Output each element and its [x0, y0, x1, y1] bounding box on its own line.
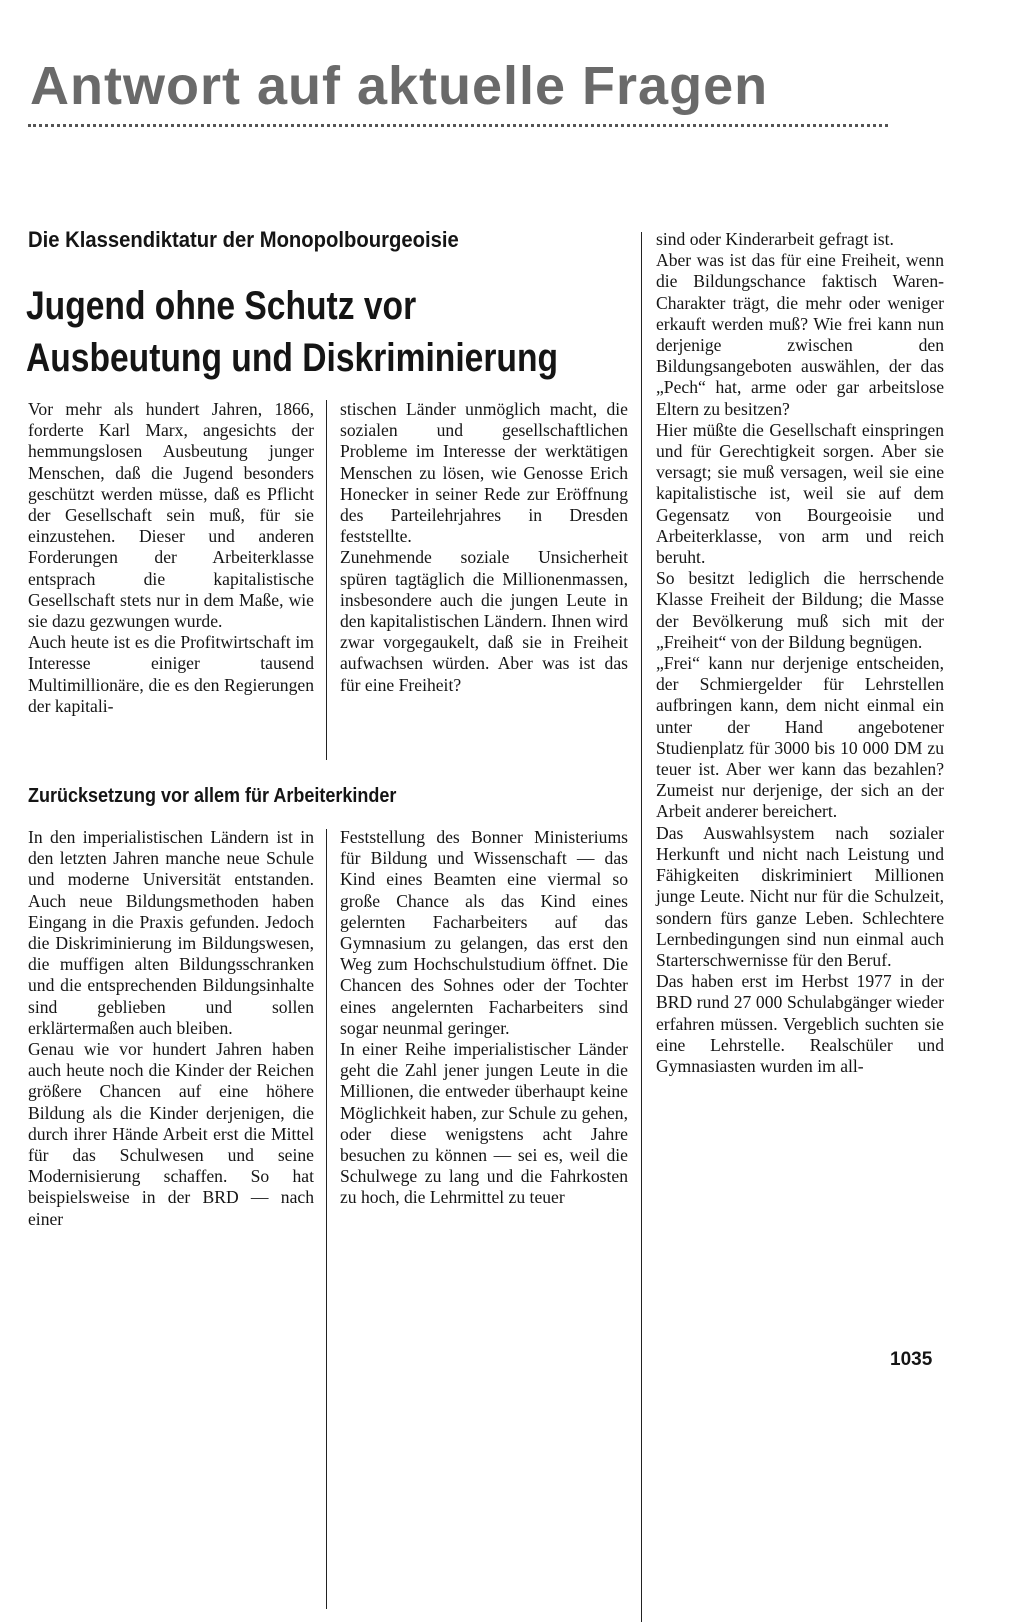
column-3: [656, 229, 944, 1077]
paragraph: Auch heute ist es die Profitwirtschaft im Interesse einiger tausend Multimillionäre, die es den Regierungen der kapitali-: [28, 632, 314, 716]
column-1-top: [28, 399, 314, 717]
paragraph: Vor mehr als hundert Jahren, 1866, forderte Karl Marx, angesichts der hemmungslosen Ausbeutung junger Menschen, daß die Jugend besonders geschützt werden müsse, daß es Pflicht der Gesellschaft sein muß, für sie einzustehen. Dieser und anderen Forderungen der Arbeiterklasse entsprach die kapitalistische Gesellschaft stets nur in dem Maße, wie sie dazu gezwungen wurde.: [28, 399, 314, 632]
paragraph: In einer Reihe imperialistischer Länder geht die Zahl jener jungen Leute in die Millionen, die entweder überhaupt keine Möglichkeit haben, zur Schule zu gehen, oder diese wenigstens acht Jahre besuchen zu können — sei es, weil die Schulwege zu lang und die Fahrkosten zu hoch, die Lehrmittel zu teuer: [340, 1039, 628, 1208]
paragraph: sind oder Kinderarbeit gefragt ist.: [656, 229, 894, 249]
paragraph: So besitzt lediglich die herrschende Klasse Freiheit der Bildung; die Masse der Bevölkerung muß sich mit der „Freiheit“ von der Bildung begnügen.: [656, 568, 944, 652]
headline-line-2: Ausbeutung und Diskriminierung: [26, 336, 559, 380]
page-number: 1035: [890, 1349, 933, 1370]
paragraph: Hier müßte die Gesellschaft einspringen und für Gerechtigkeit sorgen. Aber sie versagt; sie muß versagen, weil sie eine kapitalistische ist, weil sie auf dem Gegensatz von Bourgeoisie und Arbeiterklasse, von arm und reich beruht.: [656, 419, 944, 568]
column-divider: [641, 232, 642, 1622]
paragraph: In den imperialistischen Ländern ist in den letzten Jahren manche neue Schule und moderne Universität entstanden. Auch neue Bildungsmethoden haben Eingang in die Praxis gefunden. Jedoch die Diskriminierung im Bildungswesen, die muffigen alten Bildungsschranken und die entsprechenden Bildungsinhalte sind geblieben und sollen erklärtermaßen auch bleiben.: [28, 827, 314, 1038]
column-1-bottom: [28, 827, 314, 1230]
paragraph: Das haben erst im Herbst 1977 in der BRD rund 27 000 Schulabgänger wieder erfahren müssen. Vergeblich suchten sie eine Lehrstelle. Realschüler und Gymnasiasten wurden im all-: [656, 971, 944, 1076]
article-kicker: Die Klassendiktatur der Monopolbourgeoisie: [28, 227, 459, 252]
paragraph: Aber was ist das für eine Freiheit, wenn die Bildungschance faktisch Waren-Charakter trägt, die mehr oder weniger erkauft werden muß? Wie frei kann nun derjenige zwischen den Bildungsangeboten auswählen, der das „Pech“ hat, arme oder gar arbeitslose Eltern zu besitzen?: [656, 250, 944, 419]
paragraph: „Frei“ kann nur derjenige entscheiden, der Schmiergelder für Lehrstellen aufbringen kann, dem nicht einmal ein unter der Hand angebotener Studienplatz für 3000 bis 10 000 DM zu teuer ist. Aber wer kann das bezahlen? Zumeist nur derjenige, der sich an der Arbeit anderer bereichert.: [656, 653, 944, 822]
column-2-bottom: [340, 827, 628, 1209]
column-divider: [326, 829, 327, 1609]
paragraph: Zunehmende soziale Unsicherheit spüren tagtäglich die Millionenmassen, insbesondere auch die jungen Leute in den kapitalistischen Ländern. Ihnen wird zwar vorgegaukelt, daß sie in Freiheit aufwachsen würden. Aber was ist das für eine Freiheit?: [340, 547, 628, 695]
paragraph: stischen Länder unmöglich macht, die sozialen und gesellschaftlichen Probleme im Interesse der werktätigen Menschen zu lösen, wie Genosse Erich Honecker in seiner Rede zur Eröffnung des Parteilehrjahres in Dresden feststellte.: [340, 399, 628, 547]
column-2-top: [340, 399, 628, 696]
paragraph: Feststellung des Bonner Ministeriums für Bildung und Wissenschaft — das Kind eines Beamten eine viermal so große Chance als das Kind eines gelernten Facharbeiters auf das Gymnasium zu gelangen, das erst den Weg zum Hochschulstudium öffnet. Die Chancen des Sohnes oder der Tochter eines angelernten Facharbeiters sind sogar neunmal geringer.: [340, 827, 628, 1038]
section-rubric: Antwort auf aktuelle Fragen: [30, 56, 769, 116]
rubric-underline: [28, 124, 888, 127]
paragraph: Das Auswahlsystem nach sozialer Herkunft und nicht nach Leistung und Fähigkeiten diskriminiert Millionen junge Leute. Nicht nur für die Schulzeit, sondern fürs ganze Leben. Schlechtere Lernbedingungen sind nun einmal auch Starterschwernisse für den Beruf.: [656, 822, 944, 970]
section-subheading: Zurücksetzung vor allem für Arbeiterkinder: [28, 785, 397, 807]
column-divider: [326, 400, 327, 760]
paragraph: Genau wie vor hundert Jahren haben auch heute noch die Kinder der Reichen größere Chancen auf eine höhere Bildung als die Kinder derjenigen, die durch ihrer Hände Arbeit erst die Mittel für das Schulwesen und seine Modernisierung schaffen. So hat beispielsweise in der BRD — nach einer: [28, 1039, 314, 1229]
article-headline: [26, 280, 559, 384]
headline-line-1: Jugend ohne Schutz vor: [26, 284, 417, 328]
